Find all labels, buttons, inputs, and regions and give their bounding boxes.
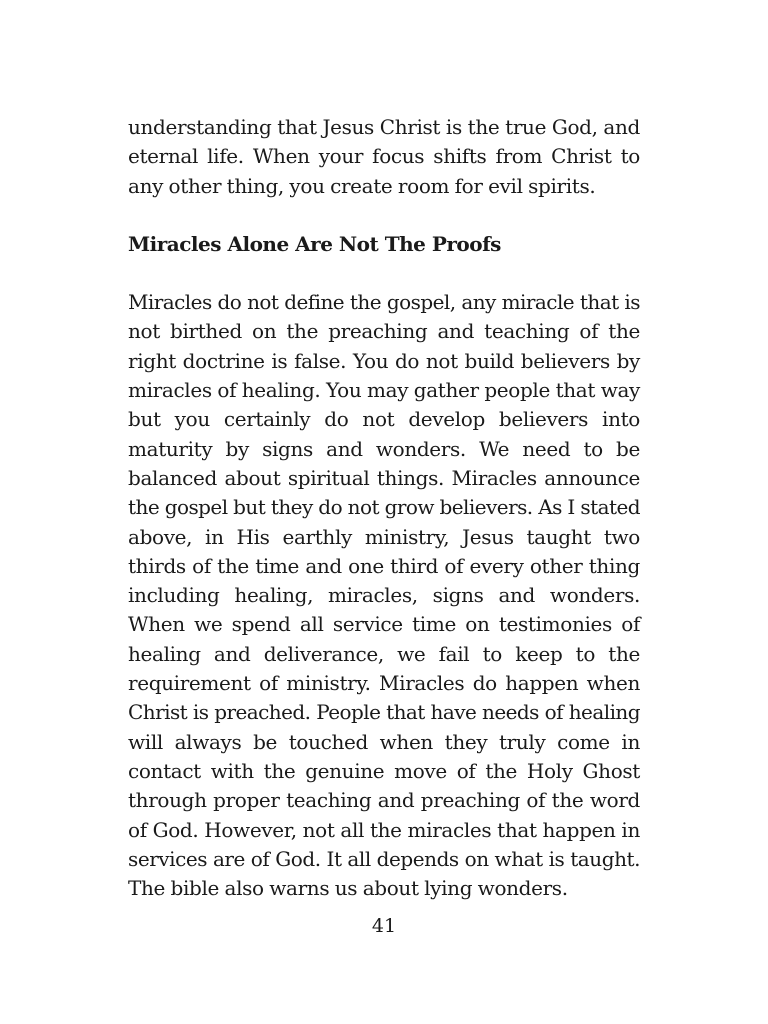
text-line: eternal life. When your focus shifts from Christ to xyxy=(128,144,640,169)
text-line: thirds of the time and one third of every other thing xyxy=(128,553,640,578)
paragraph-body xyxy=(128,288,640,903)
text-line: Christ is preached. People that have needs of healing xyxy=(128,700,640,725)
paragraph-spacer xyxy=(128,259,640,288)
text-line: The bible also warns us about lying wonders. xyxy=(128,876,568,901)
text-line: through proper teaching and preaching of the word xyxy=(128,788,640,813)
section-heading: Miracles Alone Are Not The Proofs xyxy=(128,231,501,256)
text-line: When we spend all service time on testimonies of xyxy=(128,612,640,637)
text-line: maturity by signs and wonders. We need to be xyxy=(128,436,640,461)
text-line: contact with the genuine move of the Holy Ghost xyxy=(128,758,640,783)
text-line: requirement of ministry. Miracles do happen when xyxy=(128,671,640,696)
text-line: will always be touched when they truly come in xyxy=(128,729,640,754)
text-line: the gospel but they do not grow believers. As I stated xyxy=(128,495,640,520)
text-line: miracles of healing. You may gather people that way xyxy=(128,378,640,403)
text-line: above, in His earthly ministry, Jesus taught two xyxy=(128,524,640,549)
text-line: of God. However, not all the miracles that happen in xyxy=(128,817,640,842)
text-line: services are of God. It all depends on what is taught. xyxy=(128,846,640,871)
paragraph-spacer xyxy=(128,201,640,230)
text-line: but you certainly do not develop believers into xyxy=(128,407,640,432)
page-content xyxy=(128,113,640,903)
text-line: healing and deliverance, we fail to keep to the xyxy=(128,641,640,666)
text-line: understanding that Jesus Christ is the true God, and xyxy=(128,115,640,139)
text-line: not birthed on the preaching and teaching of the xyxy=(128,319,640,344)
text-line: including healing, miracles, signs and wonders. xyxy=(128,583,640,608)
text-line: balanced about spiritual things. Miracles announce xyxy=(128,465,640,490)
text-line: Miracles do not define the gospel, any miracle that is xyxy=(128,290,640,315)
text-line: any other thing, you create room for evil spirits. xyxy=(128,173,596,198)
text-line: right doctrine is false. You do not build believers by xyxy=(128,348,640,373)
page-number: 41 xyxy=(371,915,397,937)
paragraph-intro xyxy=(128,113,640,201)
